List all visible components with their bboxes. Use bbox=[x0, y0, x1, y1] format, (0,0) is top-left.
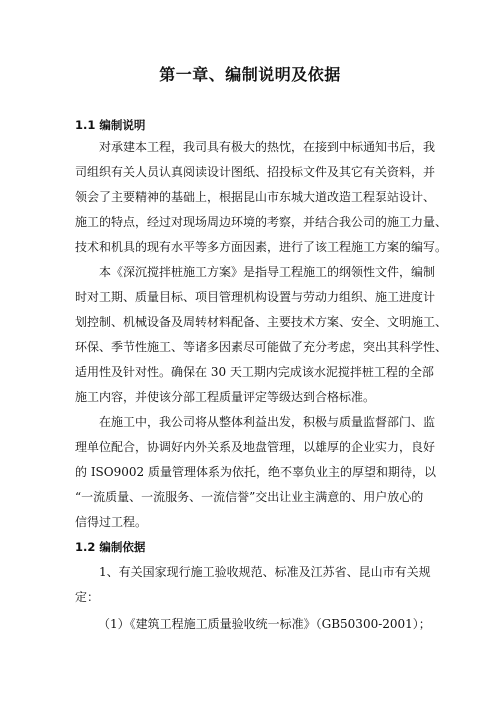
paragraph-line: 划控制、机械设备及周转材料配备、主要技术方案、安全、文明施工、 bbox=[75, 315, 448, 329]
paragraph-line: 环保、季节性施工、等诸多因素尽可能做了充分考虑，突出其科学性、 bbox=[75, 340, 448, 354]
paragraph-line: 定： bbox=[75, 590, 100, 604]
paragraph-line: 对承建本工程，我司具有极大的热忱，在接到中标通知书后，我 bbox=[99, 140, 436, 154]
paragraph-line: “一流质量、一流服务、一流信誉”交出让业主满意的、用户放心的 bbox=[75, 490, 424, 504]
paragraph-line: 1、有关国家现行施工验收规范、标准及江苏省、昆山市有关规 bbox=[99, 565, 431, 579]
paragraph-line: 信得过工程。 bbox=[75, 515, 148, 529]
paragraph-line: 本《深沉搅拌桩施工方案》是指导工程施工的纲领性文件，编制 bbox=[99, 265, 436, 279]
paragraph-line: 司组织有关人员认真阅读设计图纸、招投标文件及其它有关资料，并 bbox=[75, 165, 436, 179]
paragraph-line: 施工的特点，经过对现场周边环境的考察，并结合我公司的施工力量、 bbox=[75, 215, 448, 229]
paragraph-line: 在施工中，我公司将从整体利益出发，积极与质量监督部门、监 bbox=[99, 415, 436, 429]
section-heading-1-1: 1.1 编制说明 bbox=[75, 118, 146, 132]
paragraph-line: 的 ISO9002 质量管理体系为依托，绝不辜负业主的厚望和期待，以 bbox=[75, 465, 436, 479]
paragraph-line: 施工内容，并使该分部工程质量评定等级达到合格标准。 bbox=[75, 390, 376, 404]
section-heading-1-2: 1.2 编制依据 bbox=[75, 540, 146, 554]
paragraph-line: 时对工期、质量目标、项目管理机构设置与劳动力组织、施工进度计 bbox=[75, 290, 436, 304]
paragraph-line: 理单位配合，协调好内外关系及地盘管理，以雄厚的企业实力，良好 bbox=[75, 440, 436, 454]
chapter-title: 第一章、编制说明及依据 bbox=[159, 65, 341, 84]
paragraph-line: 技术和机具的现有水平等多方面因素，进行了该工程施工方案的编写。 bbox=[75, 240, 448, 254]
paragraph-line: 适用性及针对性。确保在 30 天工期内完成该水泥搅拌桩工程的全部 bbox=[75, 365, 434, 379]
paragraph-line: 领会了主要精神的基础上，根据昆山市东城大道改造工程泵站设计、 bbox=[75, 190, 436, 204]
standard-citation: （1）《建筑工程施工质量验收统一标准》（GB50300-2001）； bbox=[98, 617, 431, 631]
